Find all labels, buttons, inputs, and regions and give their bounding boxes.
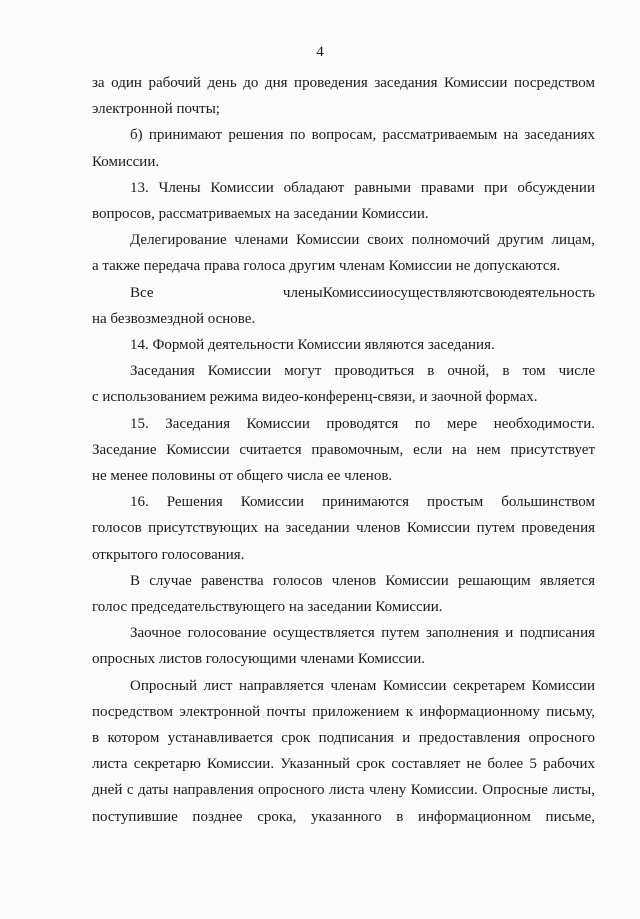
paragraph-line: Все членыКомиссииосуществляютсвоюдеятельность <box>130 284 595 301</box>
paragraph-line: Делегирование членами Комиссии своих полномочий другим лицам, <box>130 232 595 249</box>
paragraph-line: В случае равенства голосов членов Комиссии решающим является <box>130 572 595 589</box>
paragraph-line: 13. Члены Комиссии обладают равными правами при обсуждении <box>130 179 595 196</box>
paragraph-line: голосов присутствующих на заседании членов Комиссии путем проведения <box>92 520 595 537</box>
paragraph-line: в котором устанавливается срок подписания и предоставления опросного <box>92 730 595 747</box>
paragraph-line: на безвозмездной основе. <box>92 310 256 327</box>
paragraph-line: не менее половины от общего числа ее членов. <box>92 468 393 485</box>
paragraph-line: 16. Решения Комиссии принимаются простым большинством <box>130 494 595 511</box>
paragraph-line: голос председательствующего на заседании Комиссии. <box>92 599 443 616</box>
paragraph-line: опросных листов голосующими членами Комиссии. <box>92 651 425 668</box>
paragraph-line: поступившие позднее срока, указанного в информационном письме, <box>92 808 595 825</box>
paragraph-line: Заочное голосование осуществляется путем заполнения и подписания <box>130 625 595 642</box>
paragraph-line: 15. Заседания Комиссии проводятся по мере необходимости. <box>130 415 595 432</box>
paragraph-line: вопросов, рассматриваемых на заседании Комиссии. <box>92 206 429 223</box>
paragraph-line: дней с даты направления опросного листа члену Комиссии. Опросные листы, <box>92 782 595 799</box>
paragraph-line: 14. Формой деятельности Комиссии являются заседания. <box>130 337 495 354</box>
paragraph-line: Опросный лист направляется членам Комиссии секретарем Комиссии <box>130 677 595 694</box>
paragraph-line: б) принимают решения по вопросам, рассматриваемым на заседаниях <box>130 127 595 144</box>
paragraph-line: Заседание Комиссии считается правомочным, если на нем присутствует <box>92 441 595 458</box>
paragraph-line: Заседания Комиссии могут проводиться в очной, в том числе <box>130 363 595 380</box>
document-body <box>92 70 595 830</box>
paragraph-line: посредством электронной почты приложением к информационному письму, <box>92 703 595 720</box>
paragraph-line: электронной почты; <box>92 101 220 118</box>
paragraph-line: открытого голосования. <box>92 546 245 563</box>
paragraph-line: с использованием режима видео-конференц-связи, и заочной формах. <box>92 389 538 406</box>
paragraph-line: за один рабочий день до дня проведения заседания Комиссии посредством <box>92 75 595 91</box>
page-number: 4 <box>316 44 324 60</box>
paragraph-line: листа секретарю Комиссии. Указанный срок составляет не более 5 рабочих <box>92 756 595 773</box>
paragraph-line: а также передача права голоса другим членам Комиссии не допускаются. <box>92 258 561 275</box>
paragraph-line: Комиссии. <box>92 153 160 170</box>
